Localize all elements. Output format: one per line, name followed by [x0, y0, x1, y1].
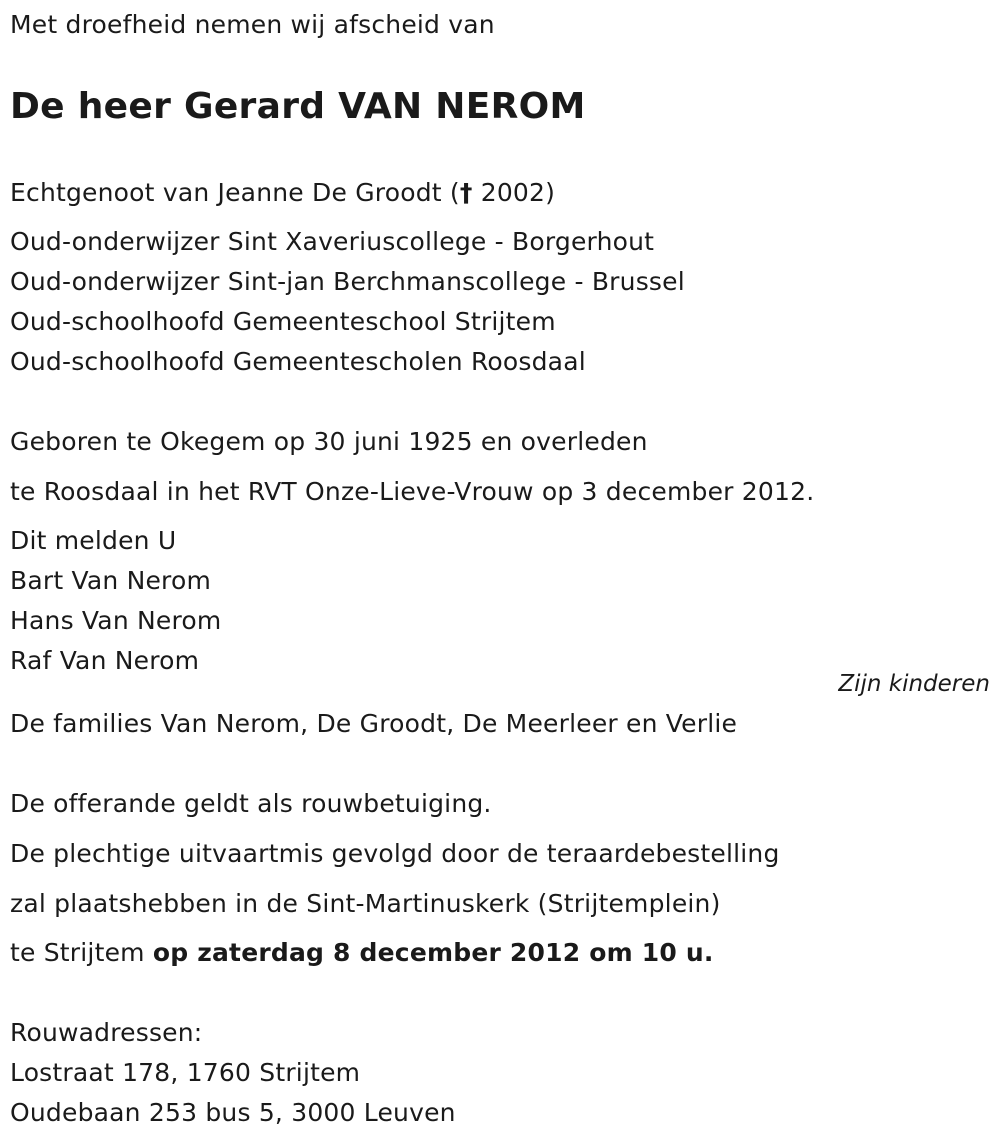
spouse-line	[10, 177, 555, 209]
addresses-heading: Rouwadressen:	[10, 1018, 203, 1047]
spouse-suffix: 2002)	[472, 178, 556, 207]
career-item: Oud-onderwijzer Sint Xaveriuscollege - Borgerhout	[10, 227, 655, 256]
offering-text: De offerande geldt als rouwbetuiging.	[10, 789, 492, 818]
child-name: Bart Van Nerom	[10, 566, 212, 595]
intro-text: Met droefheid nemen wij afscheid van	[10, 10, 495, 39]
deceased-name: De heer Gerard VAN NEROM	[10, 86, 586, 127]
child-name: Raf Van Nerom	[10, 646, 200, 675]
career-item: Oud-schoolhoofd Gemeentescholen Roosdaal	[10, 347, 586, 376]
career-item: Oud-schoolhoofd Gemeenteschool Strijtem	[10, 307, 556, 336]
child-name: Hans Van Nerom	[10, 606, 222, 635]
children-label: Zijn kinderen	[838, 671, 990, 697]
funeral-line: zal plaatshebben in de Sint-Martinuskerk (Strijtemplein)	[10, 889, 721, 918]
cross-icon: †	[459, 178, 473, 207]
funeral-line	[10, 937, 714, 969]
funeral-place: te Strijtem	[10, 938, 153, 967]
address-item: Lostraat 178, 1760 Strijtem	[10, 1058, 361, 1087]
families-text: De families Van Nerom, De Groodt, De Meerleer en Verlie	[10, 709, 738, 738]
career-item: Oud-onderwijzer Sint-jan Berchmanscollege - Brussel	[10, 267, 685, 296]
funeral-datetime: op zaterdag 8 december 2012 om 10 u.	[152, 938, 714, 967]
address-item: Oudebaan 253 bus 5, 3000 Leuven	[10, 1098, 456, 1127]
announcement-text: Dit melden U	[10, 526, 177, 555]
funeral-line: De plechtige uitvaartmis gevolgd door de teraardebestelling	[10, 839, 780, 868]
spouse-prefix: Echtgenoot van Jeanne De Groodt (	[10, 178, 460, 207]
birth-death-line: Geboren te Okegem op 30 juni 1925 en overleden	[10, 427, 648, 456]
birth-death-line: te Roosdaal in het RVT Onze-Lieve-Vrouw op 3 december 2012.	[10, 477, 815, 506]
